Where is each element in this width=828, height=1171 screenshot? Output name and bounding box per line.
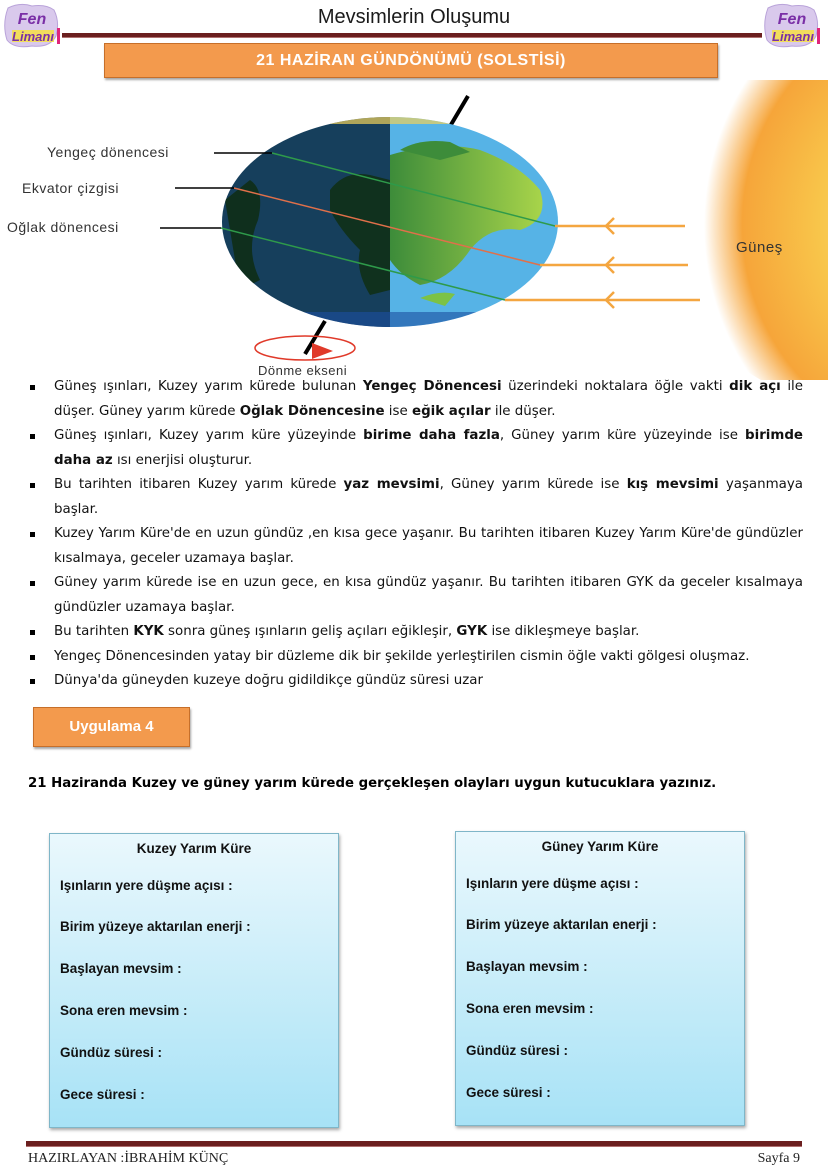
card-title: Güney Yarım Küre <box>541 839 659 854</box>
author-credit: HAZIRLAYAN :İBRAHİM KÜNÇ <box>28 1151 229 1166</box>
energy-field[interactable]: Birim yüzeye aktarılan enerji : <box>60 919 251 934</box>
daytime-duration-field[interactable]: Gündüz süresi : <box>466 1043 569 1058</box>
ending-season-field[interactable]: Sona eren mevsim : <box>60 1003 188 1018</box>
bullet-icon <box>30 532 35 537</box>
svg-text:Fen: Fen <box>17 11 47 28</box>
svg-text:Limanı: Limanı <box>772 29 814 44</box>
daytime-duration-field[interactable]: Gündüz süresi : <box>60 1045 163 1060</box>
label-sun: Güneş <box>736 239 783 256</box>
earth-icon <box>220 110 560 340</box>
sun-icon <box>670 80 828 380</box>
page-number: Sayfa 9 <box>757 1151 800 1166</box>
bullet-icon <box>30 385 35 390</box>
footer-divider <box>26 1141 802 1147</box>
list-item: Bu tarihten itibaren Kuzey yarım kürede yaz mevsimi, Güney yarım kürede ise kış mevsimi yaşanmaya başlar. <box>28 473 803 522</box>
section-banner: 21 HAZİRAN GÜNDÖNÜMÜ (SOLSTİSİ) <box>104 43 718 78</box>
label-tropic-of-capricorn: Oğlak dönencesi <box>7 219 119 235</box>
bullet-icon <box>30 655 35 660</box>
ray-angle-field[interactable]: Işınların yere düşme açısı : <box>60 878 233 893</box>
starting-season-field[interactable]: Başlayan mevsim : <box>466 959 588 974</box>
list-item: Güneş ışınları, Kuzey yarım küre yüzeyinde birime daha fazla, Güney yarım küre yüzeyinde ise birimde daha az ısı enerjisi oluşturur. <box>28 424 803 473</box>
bullet-icon <box>30 434 35 439</box>
facts-list <box>28 375 803 694</box>
starting-season-field[interactable]: Başlayan mevsim : <box>60 961 182 976</box>
bullet-icon <box>30 483 35 488</box>
label-equator: Ekvator çizgisi <box>22 180 119 196</box>
solstice-diagram <box>0 80 828 380</box>
bullet-icon <box>30 581 35 586</box>
list-item: Kuzey Yarım Küre'de en uzun gündüz ,en kısa gece yaşanır. Bu tarihten itibaren Kuzey Yarım Küre'de gündüzler kısalmaya, geceler uzamaya başlar. <box>28 522 803 571</box>
bullet-icon <box>30 630 35 635</box>
bullet-icon <box>30 679 35 684</box>
list-item: Güneş ışınları, Kuzey yarım kürede bulunan Yengeç Dönencesi üzerindeki noktalara öğle vakti dik açı ile düşer. Güney yarım kürede Oğlak Dönencesine ise eğik açılar ile düşer. <box>28 375 803 424</box>
label-rotation-axis: Dönme ekseni <box>258 363 348 378</box>
page-title: Mevsimlerin Oluşumu <box>317 6 511 28</box>
southern-hemisphere-card <box>455 831 745 1126</box>
exercise-instruction: 21 Haziranda Kuzey ve güney yarım kürede gerçekleşen olayları uygun kutucuklara yazınız. <box>28 776 717 791</box>
energy-field[interactable]: Birim yüzeye aktarılan enerji : <box>466 917 657 932</box>
list-item: Bu tarihten KYK sonra güneş ışınların geliş açıları eğikleşir, GYK ise dikleşmeye başlar. <box>28 620 803 645</box>
northern-hemisphere-card <box>49 833 339 1128</box>
earth-sun-illustration <box>0 80 828 380</box>
rotation-axis-top <box>449 96 468 128</box>
list-item: Dünya'da güneyden kuzeye doğru gidildikçe gündüz süresi uzar <box>28 669 803 694</box>
list-item: Güney yarım kürede ise en uzun gece, en kısa gündüz yaşanır. Bu tarihten itibaren GYK da geceler kısalmaya gündüzler uzamaya başlar. <box>28 571 803 620</box>
label-tropic-of-cancer: Yengeç dönencesi <box>47 144 169 160</box>
rotation-arrow-icon <box>255 336 355 360</box>
header-divider <box>62 33 762 38</box>
list-item: Yengeç Dönencesinden yatay bir düzleme dik bir şekilde yerleştirilen cismin öğle vakti gölgesi oluşmaz. <box>28 645 803 670</box>
svg-text:Fen: Fen <box>777 11 807 28</box>
exercise-badge: Uygulama 4 <box>33 707 190 747</box>
ray-angle-field[interactable]: Işınların yere düşme açısı : <box>466 876 639 891</box>
svg-text:Limanı: Limanı <box>12 29 54 44</box>
night-duration-field[interactable]: Gece süresi : <box>60 1087 145 1102</box>
night-duration-field[interactable]: Gece süresi : <box>466 1085 551 1100</box>
ending-season-field[interactable]: Sona eren mevsim : <box>466 1001 594 1016</box>
card-title: Kuzey Yarım Küre <box>136 841 252 856</box>
